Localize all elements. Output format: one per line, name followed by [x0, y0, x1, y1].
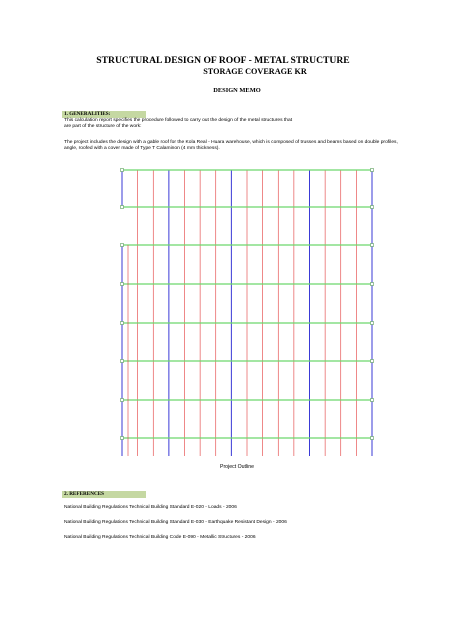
node-marker — [371, 360, 374, 363]
section-heading-generalities: 1. GENERALITIES: — [62, 111, 146, 118]
generalities-text-1: This calculation report specifies the procedure followed to carry out the design of the metal structures that — [64, 118, 293, 123]
reference-item-2: National Building Regulations Technical Building Standard E-030 - Earthquake Resistant Design - 2006 — [64, 520, 287, 525]
section-heading-references: 2. REFERENCES — [62, 491, 146, 498]
node-marker — [371, 399, 374, 402]
reference-item-1: National Building Regulations Technical Building Standard E-020 - Loads - 2006 — [64, 505, 237, 510]
node-marker — [121, 169, 124, 172]
node-marker — [371, 322, 374, 325]
node-marker — [121, 244, 124, 247]
figure-caption: Project Outline — [219, 464, 255, 470]
memo-title: DESIGN MEMO — [213, 87, 261, 94]
node-marker — [371, 244, 374, 247]
node-marker — [121, 437, 124, 440]
generalities-text-4: angle, roofed with a cover made of Type T Calaminon (4 mm thickness). — [64, 146, 220, 151]
document-title: STRUCTURAL DESIGN OF ROOF - METAL STRUCTURE — [96, 55, 350, 66]
node-marker — [121, 206, 124, 209]
generalities-text-3: The project includes the design with a gable roof for the Kola Real - Huara warehouse, which is composed of trusses and beams based on double profiles, — [64, 140, 398, 145]
node-marker — [371, 283, 374, 286]
node-marker — [371, 206, 374, 209]
node-marker — [371, 437, 374, 440]
node-marker — [121, 322, 124, 325]
node-marker — [371, 169, 374, 172]
node-marker — [121, 283, 124, 286]
document-subtitle: STORAGE COVERAGE KR — [203, 67, 307, 76]
node-marker — [121, 399, 124, 402]
generalities-text-2: are part of the structure of the work: — [64, 124, 142, 129]
reference-item-3: National Building Regulations Technical Building Code E-090 - Metallic Structures - 2006 — [64, 535, 256, 540]
node-marker — [121, 360, 124, 363]
